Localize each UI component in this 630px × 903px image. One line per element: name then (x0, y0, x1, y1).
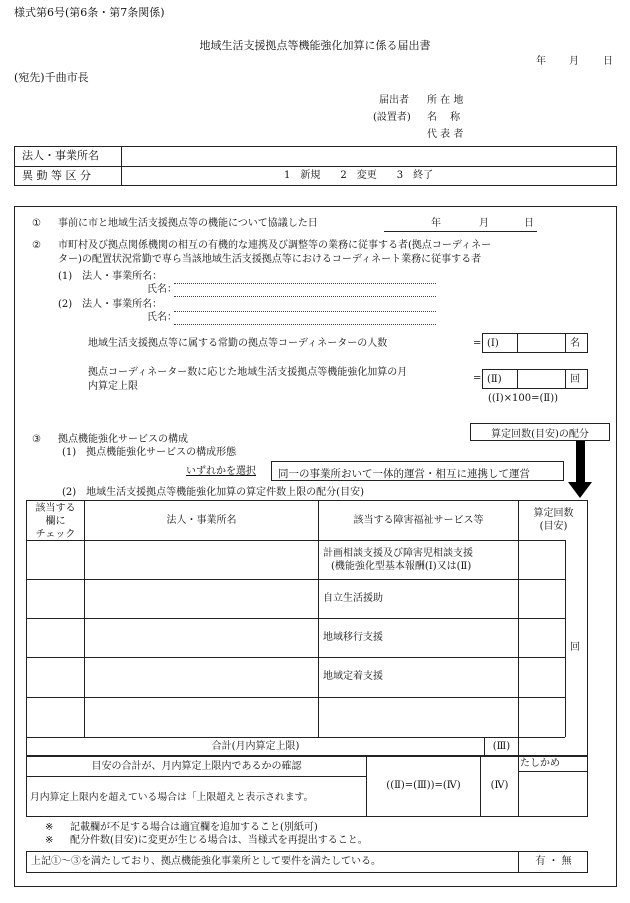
change-label: 異 動 等 区 分 (22, 169, 91, 182)
item2-sub2-label: (2) 法人・事業所名： (58, 299, 163, 310)
item2-number: ② (32, 240, 41, 251)
total-code: (Ⅲ) (492, 741, 511, 752)
limit-text-line1: 拠点コーディネーター数に応じた地域生活支援拠点等機能強化加算の月 (88, 367, 408, 378)
box1-label: (Ⅰ) (487, 338, 499, 349)
item2-sub2-name: 氏名： (147, 312, 177, 323)
h-check-3: チェック (35, 529, 76, 540)
h-service: 該当する障害福祉サービス等 (353, 515, 484, 526)
item1-day[interactable]: 日 (524, 218, 534, 229)
allocation-label: 算定回数(目安)の配分 (491, 428, 589, 440)
sub2-corp-field[interactable] (174, 311, 436, 312)
item2-text-line1: 市町村及び拠点関係機関の相互の有機的な連携及び調整等の業務に従事する者(拠点コーディネー (58, 240, 492, 251)
item3-sub1: (1) 拠点機能強化サービスの構成形態 (62, 447, 237, 458)
item2-sub1-name: 氏名： (147, 284, 177, 295)
h-check-1: 該当する (35, 503, 76, 514)
item1-year[interactable]: 年 (431, 218, 441, 229)
item2-sub1-label: (1) 法人・事業所名： (58, 271, 163, 282)
item3-title: 拠点機能強化サービスの構成 (58, 434, 188, 445)
allocation-table (26, 500, 588, 756)
sub1-name-field[interactable] (174, 296, 436, 297)
item1-month[interactable]: 月 (479, 218, 489, 229)
final-statement: 上記①～③を満たしており、拠点機能強化事業所として要件を満たしている。 (31, 856, 381, 867)
h-corp: 法人・事業所名 (166, 515, 237, 526)
addressee: (宛先)千曲市長 (14, 71, 89, 84)
check-label: たしかめ (520, 758, 560, 769)
name-label: 名 称 (427, 112, 461, 123)
sub2-name-field[interactable] (174, 324, 436, 325)
confirm-formula: ((Ⅱ)=(Ⅲ))=(Ⅳ) (386, 780, 461, 791)
notifier-label: 届出者 (379, 95, 409, 106)
service-row4: 地域定着支援 (323, 671, 383, 682)
form-number: 様式第6号(第6条・第7条関係) (14, 6, 165, 19)
service-row1-line2: (機能強化型基本報酬(Ⅰ)又は(Ⅱ) (331, 561, 472, 572)
coordinator-count-text: 地域生活支援拠点等に属する常勤の拠点等コーディネーターの人数 (88, 338, 388, 349)
box2-label: (Ⅱ) (487, 374, 502, 385)
final-choice[interactable]: 有 ・ 無 (535, 856, 572, 867)
date-day: 日 (603, 56, 613, 67)
item2-text-line2: ター)の配置状況常勤で専ら当該地域生活支援拠点等におけるコーディネート業務に従事する者 (58, 254, 482, 265)
count-unit: 回 (570, 642, 580, 653)
date-year: 年 (536, 56, 546, 67)
operation-form-select[interactable]: 同一の事業所おいて一体的運営・相互に連携して運営 (271, 461, 564, 481)
box1-unit: 名 (570, 338, 580, 349)
arrow-down-icon (568, 482, 592, 498)
representative-label: 代 表 者 (427, 129, 464, 140)
h-count-1: 算定回数 (533, 508, 574, 519)
change-options[interactable]: 1 新規 2 変更 3 終了 (284, 170, 434, 181)
over-message: 月内算定上限内を超えている場合は「上限超えと表示されます。 (30, 792, 314, 803)
address-label: 所 在 地 (427, 95, 464, 106)
note2-text: 配分件数(目安)に変更が生じる場合は、当様式を再提出すること。 (70, 835, 368, 846)
h-check-2: 欄に (45, 516, 66, 527)
h-count-2: (目安) (539, 521, 568, 532)
page-title: 地域生活支援拠点等機能強化加算に係る届出書 (199, 39, 431, 52)
item1-text: 事前に市と地域生活支援拠点等の機能について協議した日 (58, 218, 318, 229)
sub1-corp-field[interactable] (174, 283, 436, 284)
confirm-code: (Ⅳ) (490, 780, 509, 791)
date-month: 月 (569, 56, 579, 67)
total-label: 合計(月内算定上限) (211, 741, 300, 752)
service-row1-line1: 計画相談支援及び障害児相談支援 (323, 548, 473, 559)
service-row2: 自立生活援助 (323, 593, 383, 604)
note2-mark: ※ (45, 835, 54, 846)
confirm-label: 目安の合計が、月内算定上限内であるかの確認 (91, 761, 302, 772)
item3-sub2: (2) 地域生活支援拠点等機能強化加算の算定件数上限の配分(目安) (62, 487, 364, 498)
arrow-shaft (576, 441, 585, 483)
corp-label: 法人・事業所名 (22, 149, 99, 162)
allocation-label-box (470, 423, 610, 441)
limit-text-line2: 内算定上限 (88, 381, 138, 392)
box2-unit: 回 (570, 374, 580, 385)
select-label: いずれかを選択 (186, 466, 256, 477)
item3-number: ③ (32, 434, 41, 445)
formula: ((Ⅰ)×100=(Ⅱ)) (488, 393, 558, 404)
equals-2: = (473, 373, 482, 384)
equals-1: = (473, 338, 482, 349)
note1-text: 記載欄が不足する場合は適宜欄を追加すること(別紙可) (70, 822, 318, 833)
note1-mark: ※ (45, 822, 54, 833)
item1-number: ① (32, 218, 41, 229)
service-row3: 地域移行支援 (323, 632, 383, 643)
establisher-label: (設置者) (373, 112, 411, 123)
